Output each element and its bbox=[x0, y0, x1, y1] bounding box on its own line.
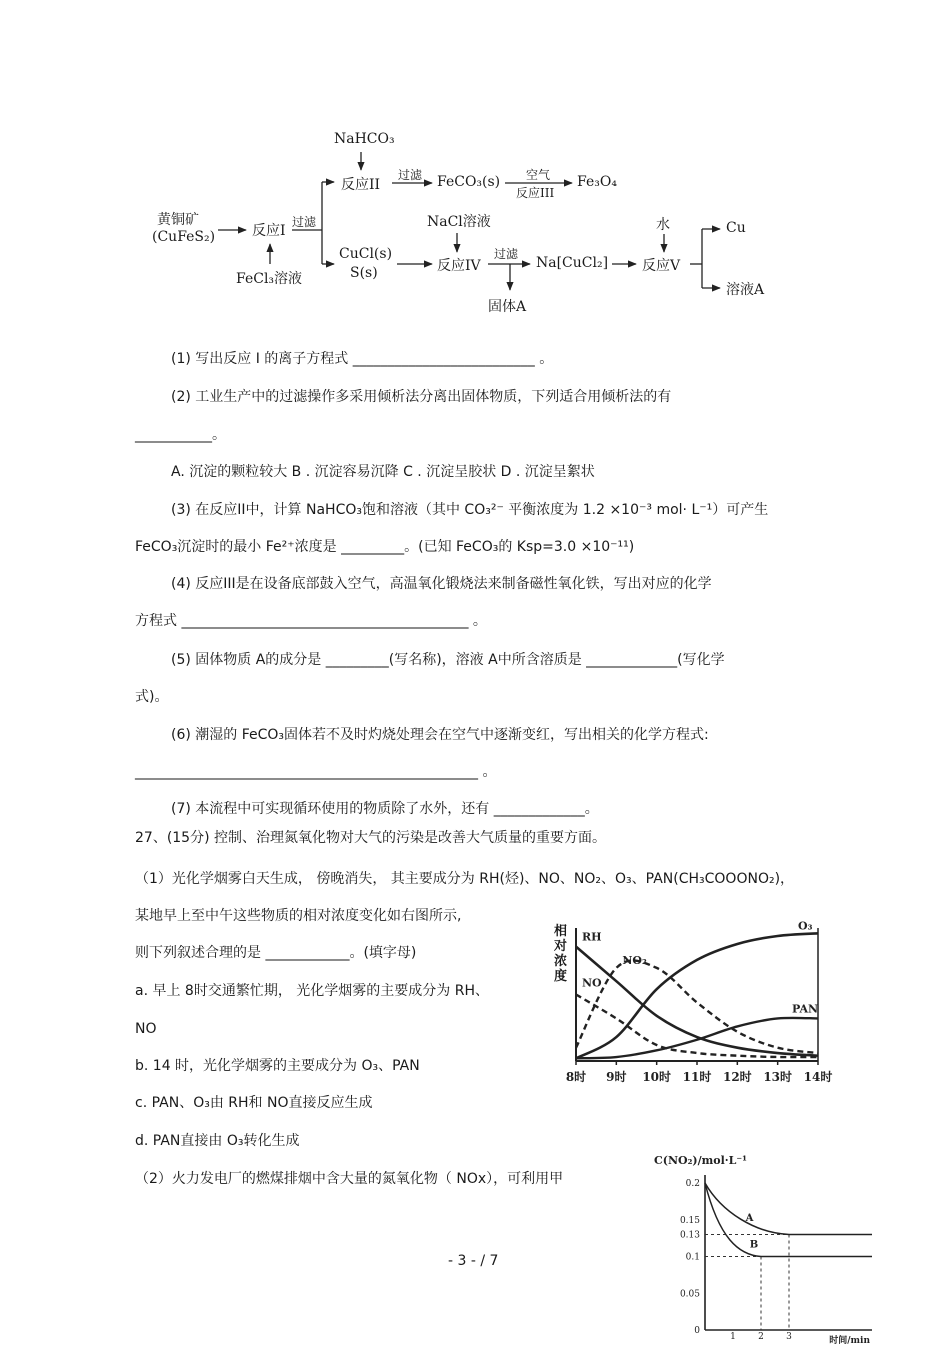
q27-option-a-line-1: a. 早上 8时交通繁忙期， 光化学烟雾的主要成分为 RH、 bbox=[135, 983, 489, 999]
smog-ylabel: 相对浓度 bbox=[554, 924, 568, 984]
question-3-line-1: (3) 在反应II中，计算 NaHCO₃饱和溶液（其中 CO₃²⁻ 平衡浓度为 1.2 ×10⁻³ mol· L⁻¹）可产生 bbox=[171, 502, 769, 518]
smog-x-tick-label: 12时 bbox=[722, 1070, 752, 1084]
no2-ylabel: C(NO₂)/mol·L⁻¹ bbox=[654, 1154, 747, 1167]
smog-series-label: RH bbox=[582, 930, 602, 944]
no2-y-tick-label: 0.15 bbox=[679, 1215, 700, 1226]
q27-p1-line-2: 某地早上至中午这些物质的相对浓度变化如右图所示, bbox=[135, 908, 462, 924]
no2-y-tick-label: 0.13 bbox=[679, 1230, 700, 1241]
ore-formula: (CuFeS₂) bbox=[152, 229, 216, 245]
cucl-s: CuCl(s) bbox=[339, 246, 393, 262]
question-5-line-1: (5) 固体物质 A的成分是 _________(写名称)，溶液 A中所含溶质是 _____________(写化学 bbox=[171, 652, 725, 668]
question-2-line-2: ___________。 bbox=[135, 427, 226, 443]
smog-chart bbox=[548, 918, 833, 1090]
solution-a: 溶液A bbox=[726, 282, 765, 298]
sulfur-s: S(s) bbox=[350, 265, 378, 281]
fecl3-solution: FeCl₃溶液 bbox=[236, 271, 303, 287]
reaction-1: 反应I bbox=[252, 223, 286, 239]
nacl-solution: NaCl溶液 bbox=[427, 214, 491, 230]
no2-x-tick-label: 3 bbox=[786, 1332, 792, 1342]
q27-p2: （2）火力发电厂的燃煤排烟中含大量的氮氧化物（ NOx），可利用甲 bbox=[135, 1171, 564, 1187]
q27-heading: 27、(15分) 控制、治理氮氧化物对大气的污染是改善大气质量的重要方面。 bbox=[135, 830, 607, 846]
solid-a: 固体A bbox=[488, 299, 527, 315]
question-4-line-2: 方程式 _________________________________________ 。 bbox=[135, 613, 487, 629]
no2-x-tick-label: 1 bbox=[730, 1332, 736, 1342]
smog-x-tick-label: 13时 bbox=[763, 1070, 793, 1084]
air-label: 空气 bbox=[526, 168, 551, 182]
smog-chart-svg bbox=[548, 918, 833, 1090]
filter-label-2: 过滤 bbox=[398, 168, 423, 182]
question-2-options: A. 沉淀的颗粒较大 B . 沉淀容易沉降 C . 沉淀呈胶状 D . 沉淀呈絮状 bbox=[171, 464, 595, 480]
ore-name: 黄铜矿 bbox=[157, 212, 199, 228]
no2-xlabel: 时间/min bbox=[829, 1336, 870, 1345]
no2-chart-svg bbox=[650, 1148, 880, 1345]
no2-y-tick-label: 0.05 bbox=[679, 1289, 700, 1300]
question-6-line-2: _________________________________________________ 。 bbox=[135, 764, 497, 780]
question-5-line-2: 式)。 bbox=[135, 689, 169, 705]
smog-x-tick-label: 11时 bbox=[682, 1070, 712, 1084]
no2-curve-label-a: A bbox=[745, 1213, 754, 1225]
question-3-line-2: FeCO₃沉淀时的最小 Fe²⁺浓度是 _________。(已知 FeCO₃的 Ksp=3.0 ×10⁻¹¹) bbox=[135, 539, 635, 555]
reaction-2: 反应II bbox=[341, 177, 381, 193]
no2-curve-b bbox=[705, 1183, 872, 1257]
smog-series-label: PAN bbox=[792, 1002, 819, 1016]
question-1: (1) 写出反应 I 的离子方程式 __________________________ 。 bbox=[171, 351, 554, 367]
feco3: FeCO₃(s) bbox=[437, 174, 501, 190]
question-2-line-1: (2) 工业生产中的过滤操作多采用倾析法分离出固体物质，下列适合用倾析法的有 bbox=[171, 389, 672, 405]
question-4-line-1: (4) 反应III是在设备底部鼓入空气，高温氧化锻烧法来制备磁性氧化铁，写出对应的化学 bbox=[171, 576, 712, 592]
question-6-line-1: (6) 潮湿的 FeCO₃固体若不及时灼烧处理会在空气中逐渐变红，写出相关的化学方程式: bbox=[171, 727, 709, 743]
cu-product: Cu bbox=[726, 220, 746, 236]
q27-option-b: b. 14 时，光化学烟雾的主要成分为 O₃、PAN bbox=[135, 1058, 420, 1074]
q27-option-a-line-2: NO bbox=[135, 1021, 157, 1037]
no2-curve-a bbox=[705, 1183, 872, 1234]
reaction-4: 反应IV bbox=[437, 258, 481, 274]
filter-label-3: 过滤 bbox=[494, 247, 519, 261]
q27-option-c: c. PAN、O₃由 RH和 NO直接反应生成 bbox=[135, 1095, 373, 1111]
smog-series-label: O₃ bbox=[798, 919, 813, 933]
smog-x-tick-label: 10时 bbox=[642, 1070, 672, 1084]
no2-y-tick-label: 0.2 bbox=[685, 1179, 700, 1189]
q27-p1-line-3: 则下列叙述合理的是 ____________。(填字母) bbox=[135, 945, 417, 961]
water-label: 水 bbox=[656, 217, 670, 233]
fe3o4: Fe₃O₄ bbox=[577, 174, 617, 190]
reaction-3: 反应III bbox=[516, 186, 555, 200]
q27-p1-line-1: （1）光化学烟雾白天生成， 傍晚消失， 其主要成分为 RH(烃)、NO、NO₂、O₃、PAN(CH₃COOONO₂)， bbox=[135, 871, 795, 887]
q27-option-d: d. PAN直接由 O₃转化生成 bbox=[135, 1133, 300, 1149]
question-7: (7) 本流程中可实现循环使用的物质除了水外，还有 _____________。 bbox=[171, 801, 599, 817]
reaction-5: 反应V bbox=[642, 258, 681, 274]
na-cucl2: Na[CuCl₂] bbox=[536, 255, 609, 271]
smog-x-tick-label: 9时 bbox=[606, 1070, 627, 1084]
no2-curve-label-b: B bbox=[749, 1239, 759, 1251]
filter-label-1: 过滤 bbox=[292, 215, 317, 229]
page-number: - 3 - / 7 bbox=[448, 1253, 499, 1269]
nahco3: NaHCO₃ bbox=[334, 131, 395, 147]
no2-y-tick-label: 0 bbox=[694, 1326, 700, 1336]
no2-chart bbox=[650, 1148, 880, 1345]
no2-y-tick-label: 0.1 bbox=[685, 1252, 700, 1263]
flowchart-arrows bbox=[0, 0, 950, 330]
smog-series-label: NO₂ bbox=[622, 953, 647, 967]
no2-x-tick-label: 2 bbox=[758, 1332, 764, 1342]
smog-x-tick-label: 14时 bbox=[803, 1070, 833, 1084]
smog-x-tick-label: 8时 bbox=[565, 1070, 587, 1084]
smog-series-label: NO bbox=[582, 976, 602, 990]
